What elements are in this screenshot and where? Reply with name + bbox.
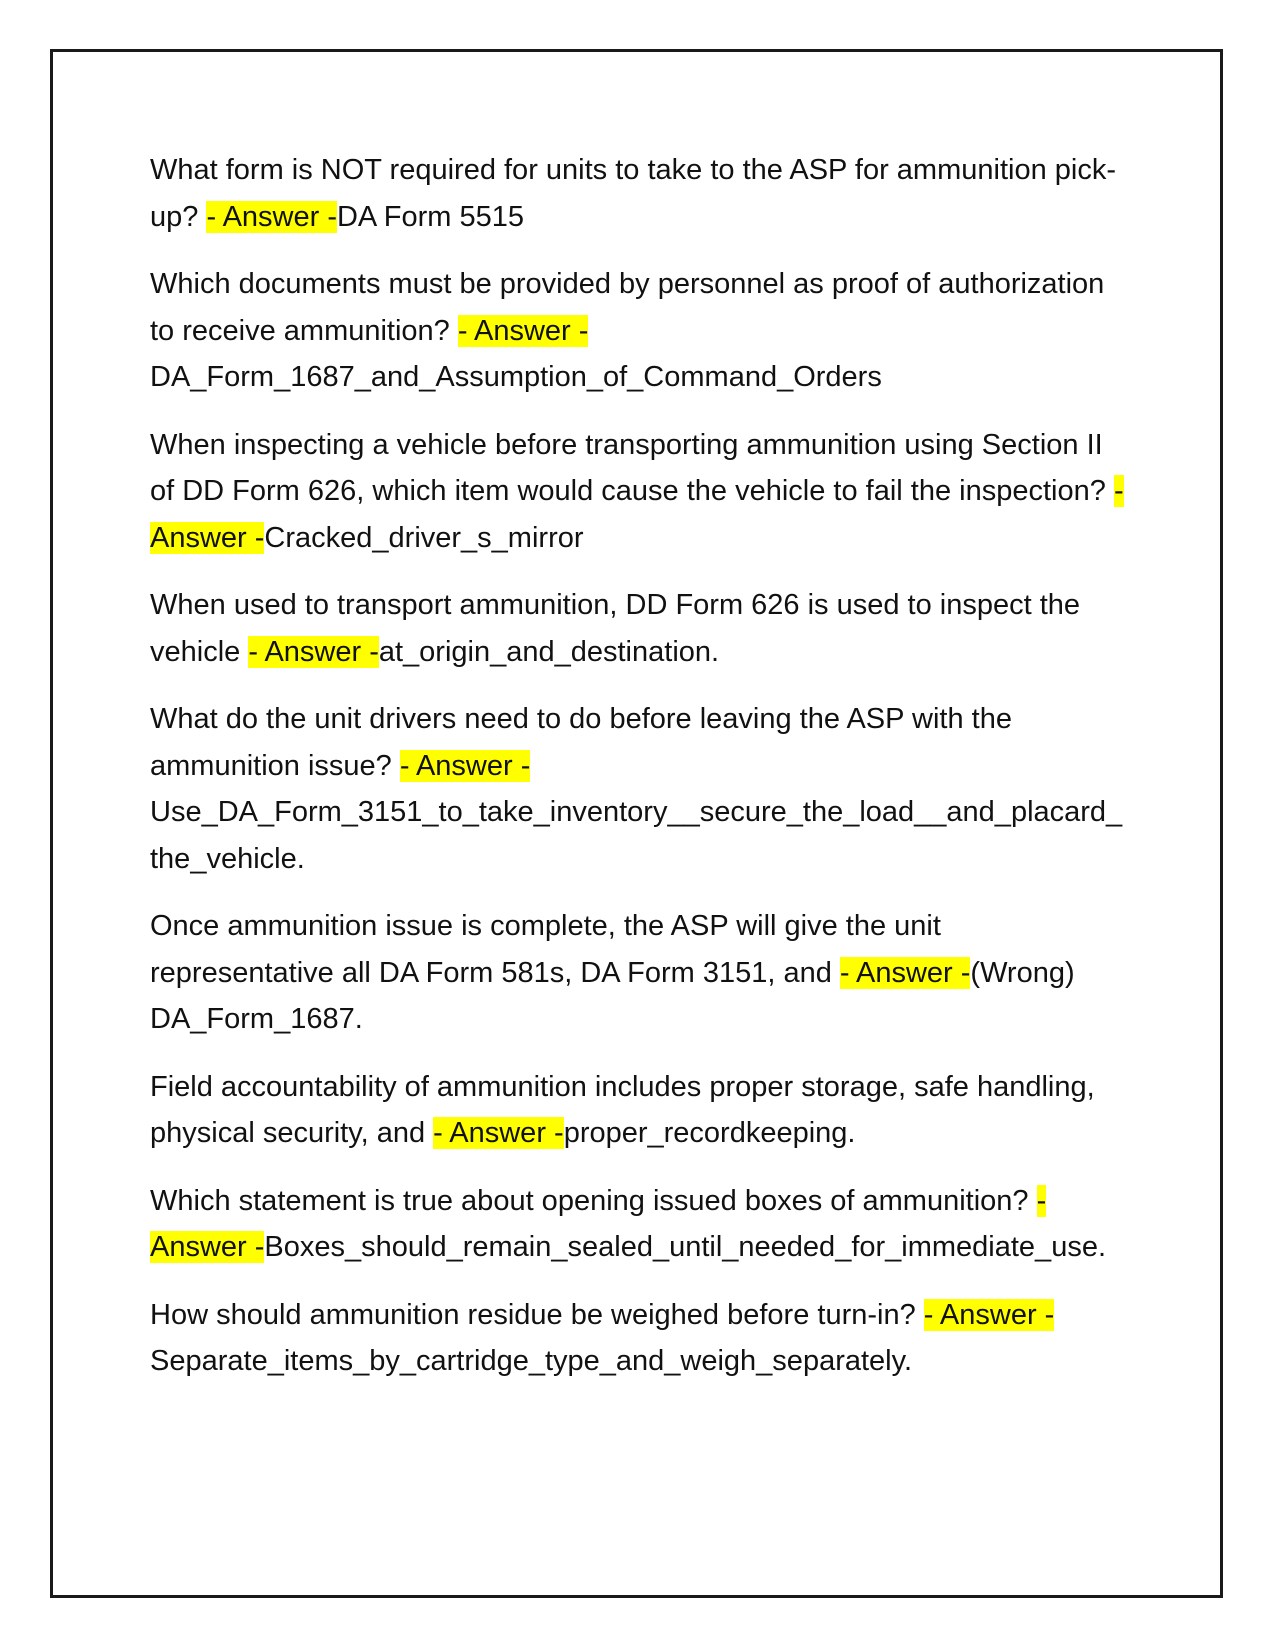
answer-text: (Wrong) DA_Form_1687. (150, 956, 1075, 1035)
answer-marker: - Answer - (923, 1298, 1055, 1331)
question-text: How should ammunition residue be weighed before turn-in? (150, 1298, 924, 1331)
answer-text: at_origin_and_destination. (378, 635, 720, 668)
qa-item (150, 422, 1130, 562)
answer-text: Cracked_driver_s_mirror (264, 521, 584, 554)
answer-text: DA_Form_1687_and_Assumption_of_Command_Orders (150, 361, 882, 393)
question-text: What form is NOT required for units to take to the ASP for ammunition pick-up? (150, 154, 1116, 233)
question-text: Once ammunition issue is complete, the ASP will give the unit representative all DA Form 581s, DA Form 3151, and (150, 910, 941, 989)
qa-item (150, 147, 1130, 240)
question-text: What do the unit drivers need to do before leaving the ASP with the ammunition issue? (150, 703, 1012, 782)
qa-list (150, 147, 1130, 1406)
answer-marker: - Answer - (150, 1184, 1047, 1263)
answer-marker: - Answer - (457, 314, 589, 347)
qa-item (150, 903, 1130, 1043)
qa-item (150, 1064, 1130, 1157)
question-text: Field accountability of ammunition includes proper storage, safe handling, physical security, and (150, 1070, 1095, 1149)
answer-marker: - Answer - (399, 749, 531, 782)
answer-text: Use_DA_Form_3151_to_take_inventory__secure_the_load__and_placard_the_vehicle. (150, 796, 1123, 875)
qa-item (150, 1178, 1130, 1271)
question-text: When used to transport ammunition, DD Form 626 is used to inspect the vehicle (150, 589, 1081, 668)
answer-marker: - Answer - (206, 200, 337, 233)
answer-marker: - Answer - (248, 635, 379, 668)
qa-item (150, 582, 1130, 675)
answer-text: Boxes_should_remain_sealed_until_needed_for_immediate_use. (264, 1231, 1107, 1263)
question-text: Which statement is true about opening issued boxes of ammunition? (150, 1184, 1037, 1217)
answer-text: Separate_items_by_cartridge_type_and_weigh_separately. (150, 1345, 913, 1377)
qa-item (150, 261, 1130, 401)
answer-marker: - Answer - (433, 1117, 564, 1149)
qa-item (150, 696, 1130, 882)
answer-text: DA Form 5515 (336, 200, 524, 233)
answer-text: proper_recordkeeping. (563, 1117, 856, 1149)
answer-marker: - Answer - (839, 956, 971, 989)
question-text: Which documents must be provided by personnel as proof of authorization to receive ammunition? (150, 268, 1105, 347)
answer-marker: - Answer - (150, 475, 1124, 554)
question-text: When inspecting a vehicle before transporting ammunition using Section II of DD Form 626, which item would cause the vehicle to fail the inspection? (150, 428, 1114, 507)
qa-item (150, 1292, 1130, 1385)
